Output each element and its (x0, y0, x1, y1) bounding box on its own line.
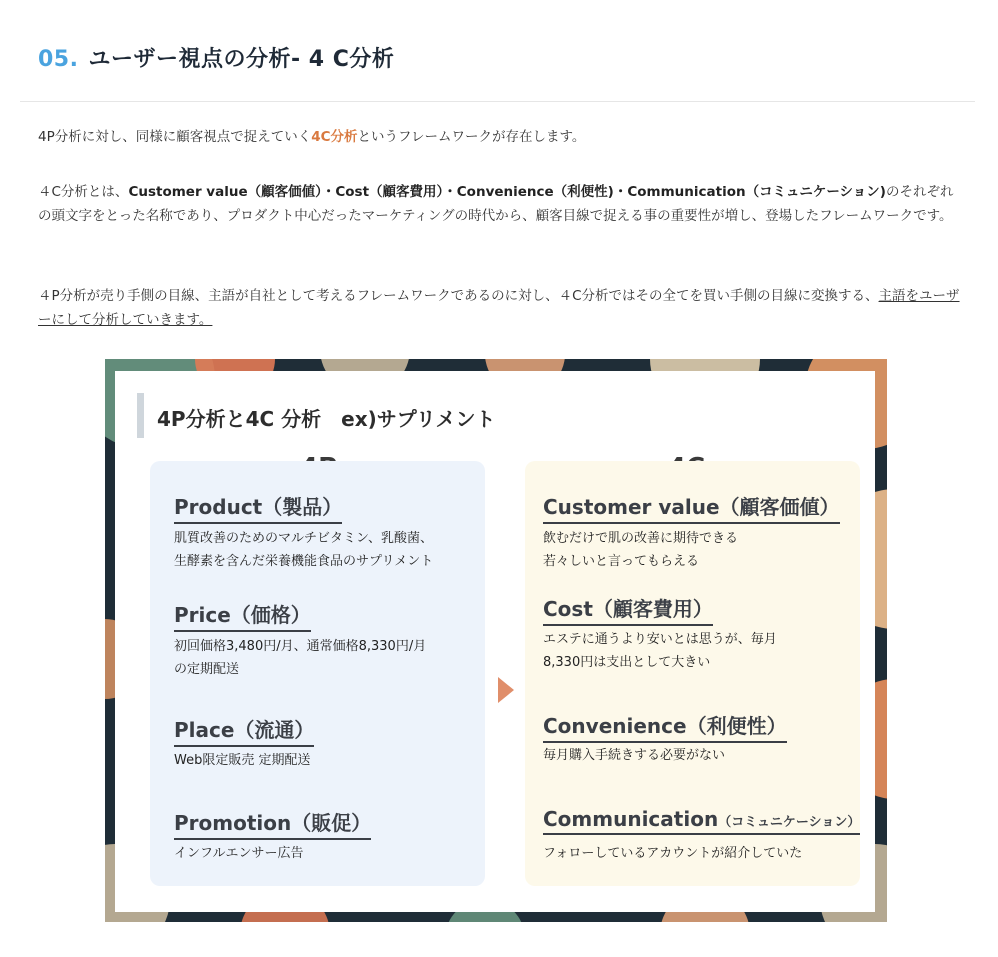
customer-value-description (543, 527, 738, 573)
intro-text: 4P分析に対し、同様に顧客視点で捉えていく (38, 129, 312, 145)
promotion-description (174, 842, 303, 865)
cost-line-1: エステに通うより安いとは思うが、毎月 (543, 632, 777, 647)
customer-value-heading: Customer value（顧客価値） (543, 491, 840, 524)
cost-heading: Cost（顧客費用） (543, 593, 713, 626)
convenience-description (543, 744, 725, 767)
communication-heading (543, 807, 860, 835)
comparison-text: ４P分析が売り手側の目線、主語が自社として考えるフレームワークであるのに対し、４C分析ではその全てを買い手側の目線に変換する、 (38, 288, 879, 304)
place-description (174, 749, 310, 772)
promotion-heading: Promotion（販促） (174, 807, 371, 840)
communication-title-jp: （コミュニケーション） (718, 815, 861, 830)
comparison-paragraph (38, 284, 963, 332)
communication-line-1: フォローしているアカウントが紹介していた (543, 846, 803, 861)
highlight-4c: 4C分析 (311, 129, 358, 145)
price-line-1: 初回価格3,480円/月、通常価格8,330円/月 (174, 639, 427, 654)
definition-lead: ４C分析とは、 (38, 184, 129, 200)
definition-body: のそれぞれの頭文字をとった名称であり、プロダクト中心だったマーケティングの時代から、顧客目線で捉える事の重要性が増し、登場したフレームワークです。 (38, 184, 954, 224)
underlined-emphasis: 主語をユーザーにして分析していきます。 (38, 288, 960, 328)
slide-card (115, 371, 875, 912)
cost-description (543, 628, 777, 674)
place-heading: Place（流通） (174, 714, 314, 747)
intro-paragraph (38, 125, 963, 149)
comparison-slide (105, 359, 887, 922)
convenience-heading: Convenience（利便性） (543, 710, 787, 743)
title-accent-bar (137, 393, 144, 438)
definition-terms: Customer value（顧客価値）・Cost（顧客費用）・Convenience（利便性)・Communication（コミュニケーション) (128, 184, 886, 200)
product-description (174, 527, 433, 573)
price-heading: Price（価格） (174, 599, 311, 632)
definition-paragraph (38, 180, 963, 228)
section-title: ユーザー視点の分析- 4 C分析 (88, 47, 395, 72)
communication-description (543, 842, 802, 865)
convenience-line-1: 毎月購入手続きする必要がない (543, 748, 726, 763)
price-line-2: の定期配送 (174, 662, 240, 677)
product-line-1: 肌質改善のためのマルチビタミン、乳酸菌、 (174, 531, 433, 546)
customer-value-line-2: 若々しいと言ってもらえる (543, 554, 700, 569)
intro-text-end: というフレームワークが存在します。 (357, 129, 586, 145)
heading-divider (20, 101, 975, 102)
product-heading: Product（製品） (174, 491, 342, 524)
arrow-right-icon (498, 677, 514, 703)
slide-title: 4P分析と4C 分析 ex)サプリメント (157, 407, 496, 431)
section-number: 05. (38, 47, 79, 72)
section-heading (38, 42, 394, 73)
communication-title: Communication (543, 807, 719, 831)
place-line-1: Web限定販売 定期配送 (174, 753, 311, 768)
cost-line-2: 8,330円は支出として大きい (543, 655, 711, 670)
price-description (174, 635, 426, 681)
promotion-line-1: インフルエンサー広告 (174, 846, 304, 861)
product-line-2: 生酵素を含んだ栄養機能食品のサプリメント (174, 554, 434, 569)
customer-value-line-1: 飲むだけで肌の改善に期待できる (543, 531, 739, 546)
